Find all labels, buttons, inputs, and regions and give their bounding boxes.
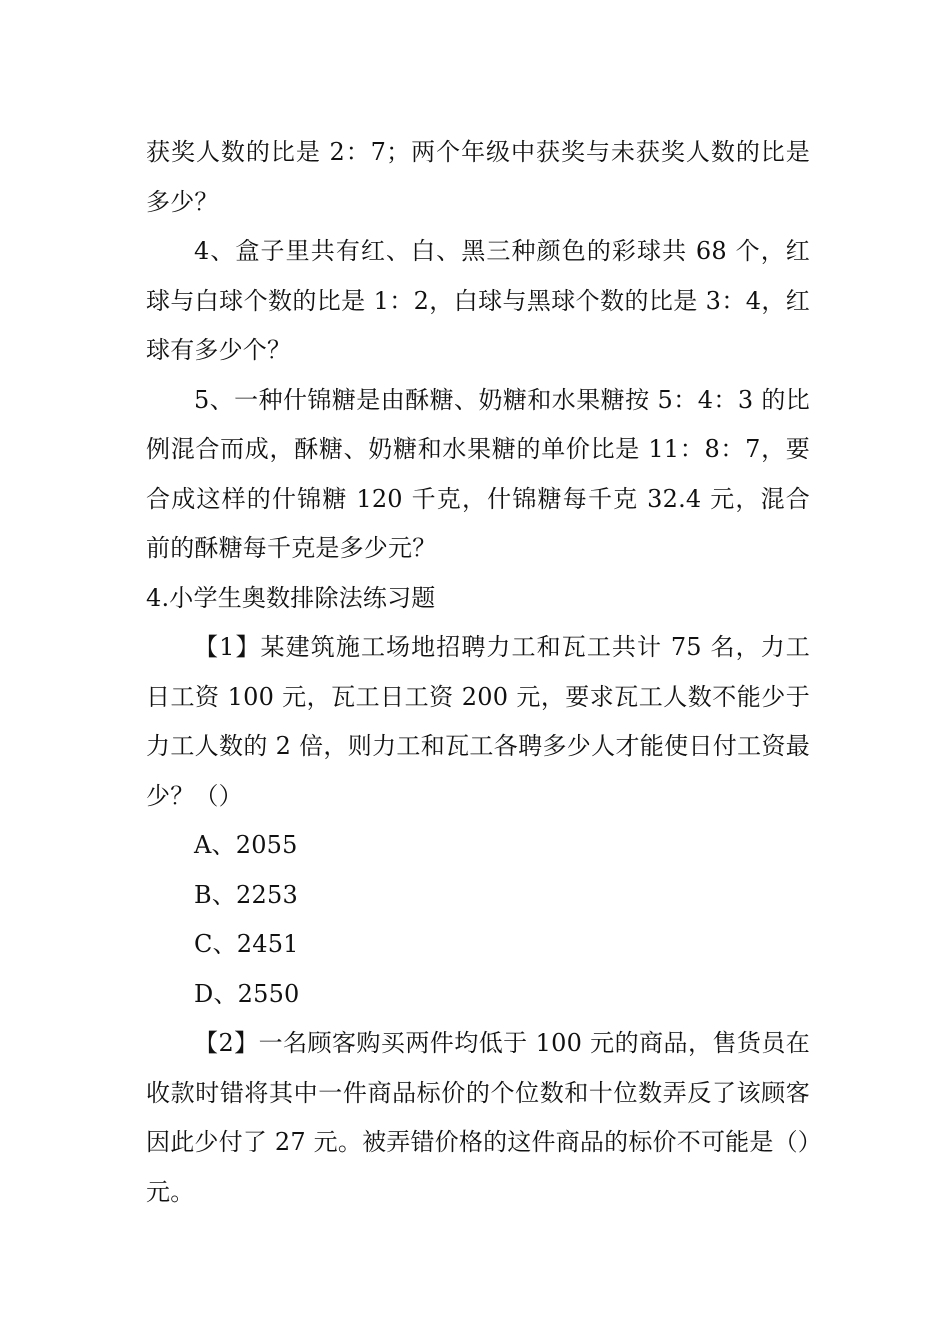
paragraph-problem-4: 4、盒子里共有红、白、黑三种颜色的彩球共 68 个，红球与白球个数的比是 1：2，白球与黑球个数的比是 3：4，红球有多少个？ bbox=[146, 237, 810, 364]
question-1-option-d: D、2550 bbox=[194, 979, 300, 1008]
question-1-option-a: A、2055 bbox=[194, 831, 298, 859]
paragraph-problem-5: 5、一种什锦糖是由酥糖、奶糖和水果糖按 5：4：3 的比例混合而成，酥糖、奶糖和水果糖的单价比是 11：8：7，要合成这样的什锦糖 120 千克，什锦糖每千克 32.4 元，混合前的酥糖每千克是多少元？ bbox=[146, 385, 810, 562]
question-1-text: 【1】某建筑施工场地招聘力工和瓦工共计 75 名，力工日工资 100 元，瓦工日工资 200 元，要求瓦工人数不能少于力工人数的 2 倍，则力工和瓦工各聘多少人才能使日付工资最少？（） bbox=[146, 633, 810, 810]
question-1-option-c: C、2451 bbox=[194, 930, 299, 958]
section-heading: 4.小学生奥数排除法练习题 bbox=[146, 583, 436, 612]
paragraph-continuation: 获奖人数的比是 2：7；两个年级中获奖与未获奖人数的比是多少？ bbox=[146, 138, 810, 216]
question-2-text: 【2】一名顾客购买两件均低于 100 元的商品，售货员在收款时错将其中一件商品标价的个位数和十位数弄反了该顾客因此少付了 27 元。被弄错价格的这件商品的标价不可能是（）元。 bbox=[146, 1029, 810, 1206]
question-1-option-b: B、2253 bbox=[194, 880, 298, 909]
document-body bbox=[146, 128, 810, 1217]
